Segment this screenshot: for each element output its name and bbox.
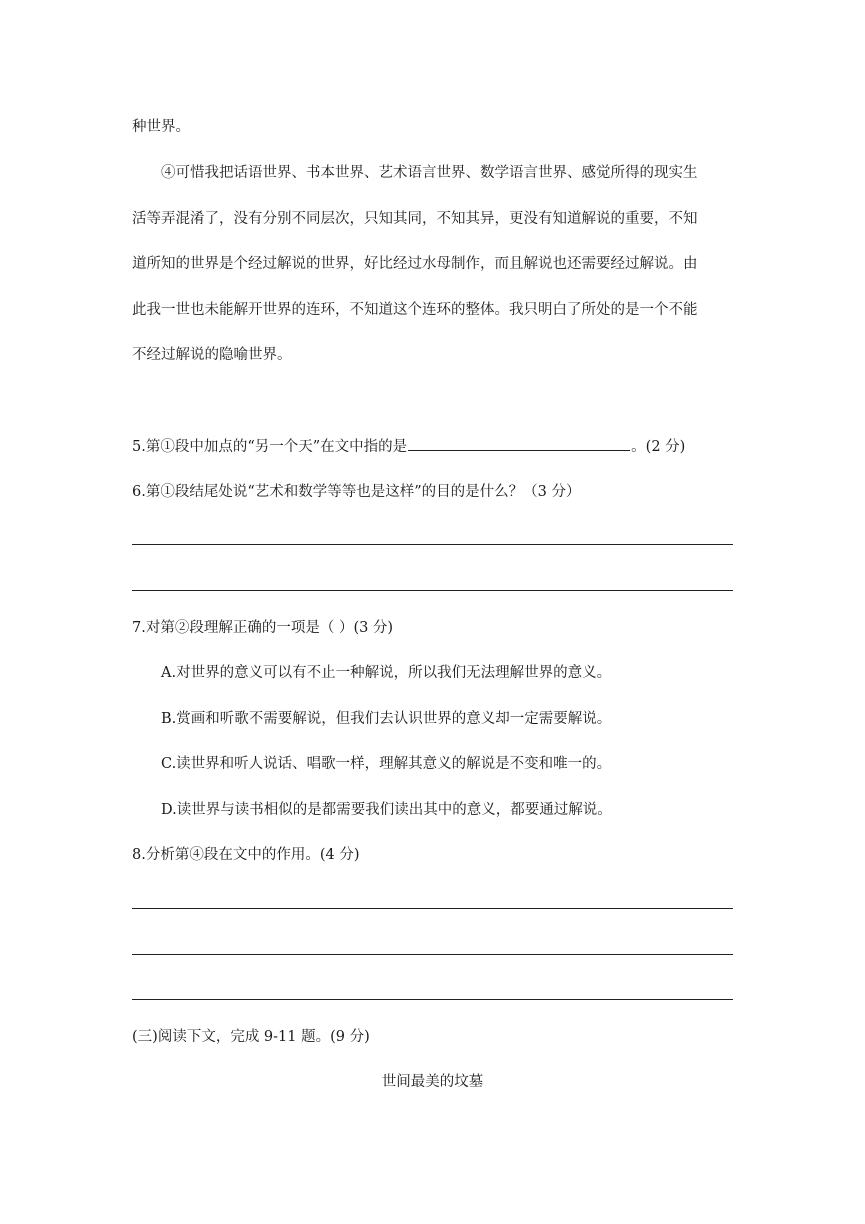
question-6: 6.第①段结尾处说“艺术和数学等等也是这样”的目的是什么？（3 分） — [132, 484, 581, 500]
question-5 — [132, 436, 685, 457]
answer-line[interactable] — [132, 908, 733, 909]
answer-line[interactable] — [132, 999, 733, 1000]
passage-line: 不经过解说的隐喻世界。 — [132, 347, 292, 363]
question-5-score: 。(2 分) — [631, 439, 686, 455]
option-d: D.读世界与读书相似的是都需要我们读出其中的意义，都要通过解说。 — [161, 802, 612, 818]
answer-line[interactable] — [132, 954, 733, 955]
question-7: 7.对第②段理解正确的一项是（ ）(3 分) — [132, 620, 394, 636]
answer-blank-5[interactable] — [408, 436, 630, 451]
section-heading: (三)阅读下文，完成 9-11 题。(9 分) — [132, 1029, 370, 1045]
question-5-text: 5.第①段中加点的“另一个天”在文中指的是 — [132, 439, 408, 455]
question-8: 8.分析第④段在文中的作用。(4 分) — [132, 847, 360, 863]
passage-line: 种世界。 — [132, 119, 190, 135]
option-a: A.对世界的意义可以有不止一种解说，所以我们无法理解世界的意义。 — [161, 665, 612, 681]
option-c: C.读世界和听人说话、唱歌一样，理解其意义的解说是不变和唯一的。 — [161, 756, 612, 772]
passage-line: 道所知的世界是个经过解说的世界，好比经过水母制作，而且解说也还需要经过解说。由 — [132, 256, 698, 272]
passage-line: 此我一世也未能解开世界的连环，不知道这个连环的整体。我只明白了所处的是一个不能 — [132, 302, 698, 318]
option-b: B.赏画和听歌不需要解说，但我们去认识世界的意义却一定需要解说。 — [161, 711, 612, 727]
passage-line: ④可惜我把话语世界、书本世界、艺术语言世界、数学语言世界、感觉所得的现实生 — [161, 165, 698, 181]
answer-line[interactable] — [132, 590, 733, 591]
answer-line[interactable] — [132, 544, 733, 545]
passage-line: 活等弄混淆了，没有分别不同层次，只知其同，不知其异，更没有知道解说的重要，不知 — [132, 211, 698, 227]
article-title: 世间最美的坟墓 — [381, 1074, 484, 1090]
